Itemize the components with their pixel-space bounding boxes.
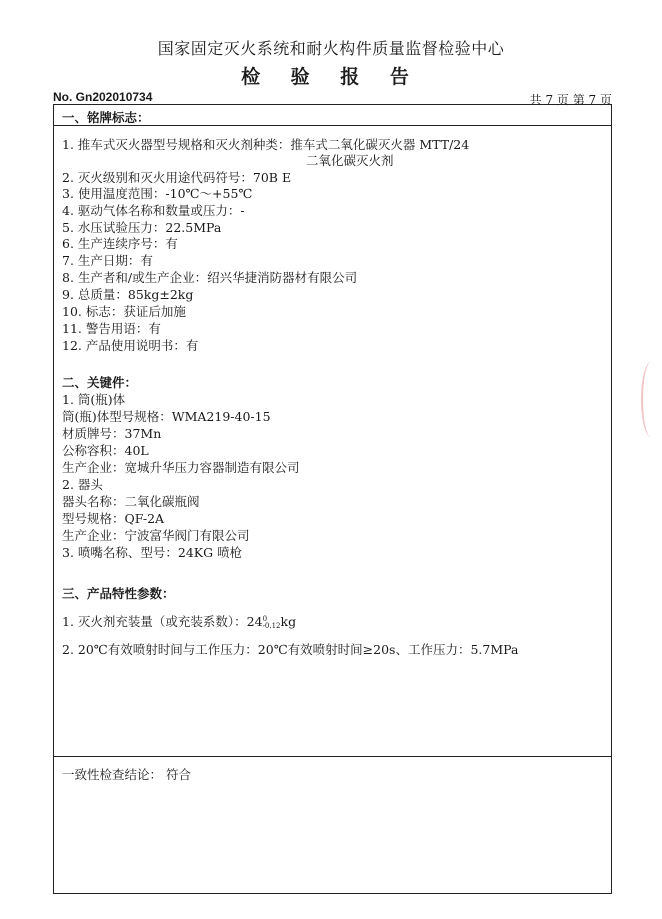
list-item: 公称容积：40L xyxy=(62,443,149,458)
section-1-title: 一、铭牌标志： xyxy=(62,110,150,125)
fill-quantity-label: 1. 灭火剂充装量（或充装系数）：24 xyxy=(62,614,263,629)
list-item: 3. 使用温度范围：-10℃～+55℃ xyxy=(62,186,253,201)
conclusion-divider xyxy=(53,756,612,757)
list-item: 二氧化碳灭火剂 xyxy=(306,153,394,168)
fill-quantity-unit: kg xyxy=(280,614,297,629)
list-item: 11. 警告用语：有 xyxy=(62,321,161,336)
section-2-title: 二、关键件： xyxy=(62,375,138,390)
tolerance-upper: 0 xyxy=(262,614,268,623)
list-item: 2. 灭火级别和灭火用途代码符号：70B E xyxy=(62,170,292,185)
section-3-title: 三、产品特性参数： xyxy=(62,586,175,601)
list-item: 10. 标志：获证后加施 xyxy=(62,304,186,319)
list-item: 9. 总质量：85kg±2kg xyxy=(62,287,194,302)
list-item: 12. 产品使用说明书：有 xyxy=(62,338,199,353)
list-item: 2. 20℃有效喷射时间与工作压力：20℃有效喷射时间≥20s、工作压力：5.7MPa xyxy=(62,642,519,657)
report-title: 检 验 报 告 xyxy=(241,66,421,88)
list-item: 生产企业：宽城升华压力容器制造有限公司 xyxy=(62,460,300,475)
list-item: 4. 驱动气体名称和数量或压力：- xyxy=(62,203,245,218)
list-item: 型号规格：QF-2A xyxy=(62,511,165,526)
fill-quantity-line xyxy=(62,612,296,630)
list-item: 3. 喷嘴名称、型号：24KG 喷枪 xyxy=(62,545,243,560)
list-item: 器头名称：二氧化碳瓶阀 xyxy=(62,494,200,509)
report-number: No. Gn202010734 xyxy=(53,90,153,104)
tolerance-lower: -0.12 xyxy=(262,621,281,630)
list-item: 8. 生产者和/或生产企业：绍兴华捷消防器材有限公司 xyxy=(62,270,358,285)
seal-stamp-edge xyxy=(641,362,661,437)
list-item: 筒(瓶)体型号规格：WMA219-40-15 xyxy=(62,409,271,424)
page-info: 共 7 页 第 7 页 xyxy=(529,93,612,107)
list-item: 材质牌号：37Mn xyxy=(62,426,162,441)
list-item: 2. 器头 xyxy=(62,477,103,492)
list-item: 6. 生产连续序号：有 xyxy=(62,236,178,251)
list-item: 1. 筒(瓶)体 xyxy=(62,392,126,407)
tolerance xyxy=(263,616,281,630)
conclusion-text: 一致性检查结论： 符合 xyxy=(62,767,191,782)
list-item: 5. 水压试验压力：22.5MPa xyxy=(62,220,222,235)
organization-name: 国家固定灭火系统和耐火构件质量监督检验中心 xyxy=(157,39,505,58)
list-item: 1. 推车式灭火器型号规格和灭火剂种类：推车式二氧化碳灭火器 MTT/24 xyxy=(62,137,470,152)
list-item: 生产企业：宁波富华阀门有限公司 xyxy=(62,528,250,543)
list-item: 7. 生产日期：有 xyxy=(62,253,153,268)
